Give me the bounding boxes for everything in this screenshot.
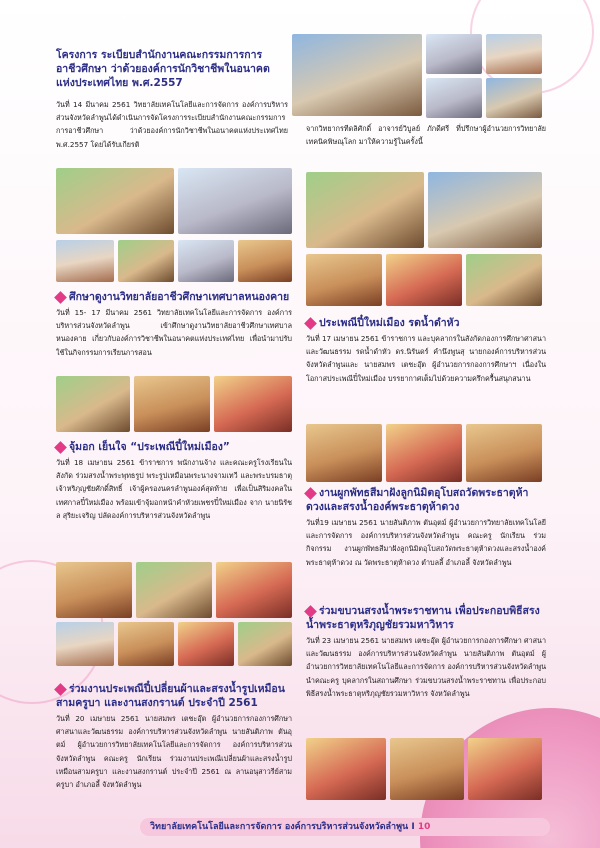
section-body-7: วันที่ 23 เมษายน 2561 นายสมพร เตชะอุ๊ต ผู้อำนวยการกองการศึกษา ศาสนาและวัฒนธรรม องค์การบริหารส่วนจังหวัดลำพูน นายสันติภาพ ตันอุตม์ ผู้อำนวยการวิทยาลัยเทคโนโลยีและการจัดการ องค์การบริหารส่วนจังหวัดลำพูน นำคณะครู บุคลากรในสถานศึกษา ร่วมขบวนสรงน้ำพระราชทาน เพื่อประกอบพิธีสรงน้ำพระธาตุหริภุญชัยรวมหาวิหาร จังหวัดลำพูน <box>306 636 546 698</box>
photo <box>118 622 174 666</box>
photo <box>386 424 462 482</box>
diamond-bullet-icon <box>304 487 317 500</box>
section-body-2: วันที่ 15- 17 มีนาคม 2561 วิทยาลัยเทคโนโลยีและการจัดการ องค์การบริหารส่วนจังหวัดลำพูน เข้าศึกษาดูงานวิทยาลัยอาชีวศึกษาเทศบาลหนองคาย เกี่ยวกับองค์การวิชาชีพในอนาคตแห่งประเทศไทย เพื่อนำมาปรับใช้ในกิจกรรมการเรียนการสอน <box>56 308 292 357</box>
photo <box>178 168 292 234</box>
photo <box>56 622 114 666</box>
section-title-6 <box>306 486 546 514</box>
photo <box>486 78 542 118</box>
diamond-bullet-icon <box>54 441 67 454</box>
section-body-1a: วันที่ 14 มีนาคม 2561 วิทยาลัยเทคโนโลยีและการจัดการ องค์การบริหารส่วนจังหวัดลำพูนได้ดำเนินการจัดโครงการระเบียบสำนักงานคณะกรรมการการอาชีวศึกษา ว่าด้วยองค์การนักวิชาชีพในอนาคตแห่งประเทศไทย พ.ศ.2557 โดยได้รับเกียรติ <box>56 100 288 149</box>
photo <box>178 622 234 666</box>
photo <box>56 562 132 618</box>
section-title-7 <box>306 604 546 632</box>
photo <box>216 562 292 618</box>
diamond-bullet-icon <box>304 317 317 330</box>
section-title-text: งานผูกพัทธสีมาฝังลูกนิมิตอุโบสถวัดพระธาตุห้าดวงและสรงน้ำองค์พระธาตุห้าดวง <box>306 487 529 513</box>
section-body-1b: จากวิทยากรทีดลิศักดิ์ อาจารย์วิบูลย์ ภักดีศรี ที่ปรึกษาผู้อำนวยการวิทยาลัยเทคนิคพิษณุโลก มาให้ความรู้ในครั้งนี้ <box>306 124 546 147</box>
section-title-text: ร่วมงานประเพณีปี๋เปลี่ยนผ้าและสรงน้ำรูปเหมือนสามครูบา และงานสงกรานต์ ประจำปี 2561 <box>56 683 285 709</box>
section-body-3: วันที่ 18 เมษายน 2561 ข้าราชการ พนักงานจ้าง และคณะครูโรงเรียนในสังกัด ร่วมสรงน้ำพระพุทธรูป พระรูปเหมือนพระนางจามเทวี และพระบรมธาตุเจ้าหริภุญชัยศักดิ์สิทธิ์ เจ้าผู้ครองนครลำพูนองค์สุดท้าย เพื่อเป็นสิริมงคลในเทศกาลปี๋ใหม่เมือง พร้อมเข้าจุ้มอกหน้าคำหัวยเพชรปี๋ใหม่เมือง จาก นายนิรัชล สุริยะเจริญ ปลัดองค์การบริหารส่วนจังหวัดลำพูน <box>56 458 292 520</box>
photo <box>426 34 482 74</box>
section-title-2 <box>56 290 296 304</box>
section-title-text: จุ้มอก เย็นใจ “ประเพณีปี๋ใหม่เมือง” <box>69 441 230 453</box>
photo <box>306 424 382 482</box>
photo <box>136 562 212 618</box>
footer-text: วิทยาลัยเทคโนโลยีและการจัดการ องค์การบริหารส่วนจังหวัดลำพูน I <box>150 822 415 832</box>
section-title-1: โครงการ ระเบียบสำนักงานคณะกรรมการการอาชีวศึกษา ว่าด้วยองค์การนักวิชาชีพในอนาคตแห่งประเทศไทย พ.ศ.2557 <box>56 49 270 89</box>
section-title-text: ร่วมขบวนสรงน้ำพระราชทาน เพื่อประกอบพิธีสรงน้ำพระธาตุหริภุญชัยรวมหาวิหาร <box>306 605 540 631</box>
photo <box>238 240 292 282</box>
photo <box>306 254 382 306</box>
photo <box>238 622 292 666</box>
photo <box>56 240 114 282</box>
photo <box>386 254 462 306</box>
photo <box>426 78 482 118</box>
section-title-5 <box>306 316 546 330</box>
section-title-4 <box>56 682 296 710</box>
photo <box>306 738 386 800</box>
photo <box>214 376 292 432</box>
photo <box>466 254 542 306</box>
photo <box>428 172 542 248</box>
photo <box>466 424 542 482</box>
photo <box>292 34 422 116</box>
photo <box>390 738 464 800</box>
page-number: 10 <box>417 822 431 832</box>
diamond-bullet-icon <box>54 683 67 696</box>
page-footer <box>140 818 550 836</box>
photo <box>56 376 130 432</box>
section-title-text: ศึกษาดูงานวิทยาลัยอาชีวศึกษาเทศบาลหนองคาย <box>69 291 290 303</box>
diamond-bullet-icon <box>54 291 67 304</box>
photo <box>178 240 234 282</box>
photo <box>468 738 542 800</box>
section-body-6: วันที่19 เมษายน 2561 นายสันติภาพ ตันอุตม์ ผู้อำนวยการวิทยาลัยเทคโนโลยีและการจัดการ องค์การบริหารส่วนจังหวัดลำพูน คณะครู นักเรียน ร่วมกิจกรรม งานผูกพัทธสีมาฝังลูกนิมิตอุโบสถวัดพระธาตุห้าดวงและสรงน้ำองค์พระธาตุห้าดวง ณ วัดพระธาตุห้าดวง ตำบลลี้ อำเภอลี้ จังหวัดลำพูน <box>306 518 546 567</box>
section-title-text: ประเพณีปี๋ใหม่เมือง รดน้ำดำหัว <box>319 317 460 329</box>
section-body-5: วันที่ 17 เมษายน 2561 ข้าราชการ และบุคลากรในสังกัดกองการศึกษาศาสนา และวัฒนธรรม รดน้ำดำหัว ดร.นิรันดร์ คำนึงพูนสุ นายกองค์การบริหารส่วนจังหวัดลำพูนและ นายสมพร เตชะอุ๊ต ผู้อำนวยการกองการศึกษาฯ เนื่องในโอกาสประเพณีปี๋ใหม่เมือง บรรยากาศเต็มไปด้วยความครึกครื้นสนุกสนาน <box>306 334 546 383</box>
photo <box>56 168 174 234</box>
photo <box>118 240 174 282</box>
section-body-4: วันที่ 20 เมษายน 2561 นายสมพร เตชะอุ๊ต ผู้อำนวยการกองการศึกษา ศาสนาและวัฒนธรรม องค์การบริหารส่วนจังหวัดลำพูน นายสันติภาพ ตันอุตม์ ผู้อำนวยการวิทยาลัยเทคโนโลยีและการจัดการ องค์การบริหารส่วนจังหวัดลำพูน คณะครู นักเรียน ร่วมงานประเพณีเปลี่ยนผ้าและสรงน้ำรูปเหมือนสามครูบา และงานสงกรานต์ ประจำปี 2561 ณ ลานอนุสาวรีย์สามครูบา อำเภอลี้ จังหวัดลำพูน <box>56 714 292 790</box>
section-title-3 <box>56 440 296 454</box>
photo <box>486 34 542 74</box>
photo <box>306 172 424 248</box>
diamond-bullet-icon <box>304 605 317 618</box>
photo <box>134 376 210 432</box>
